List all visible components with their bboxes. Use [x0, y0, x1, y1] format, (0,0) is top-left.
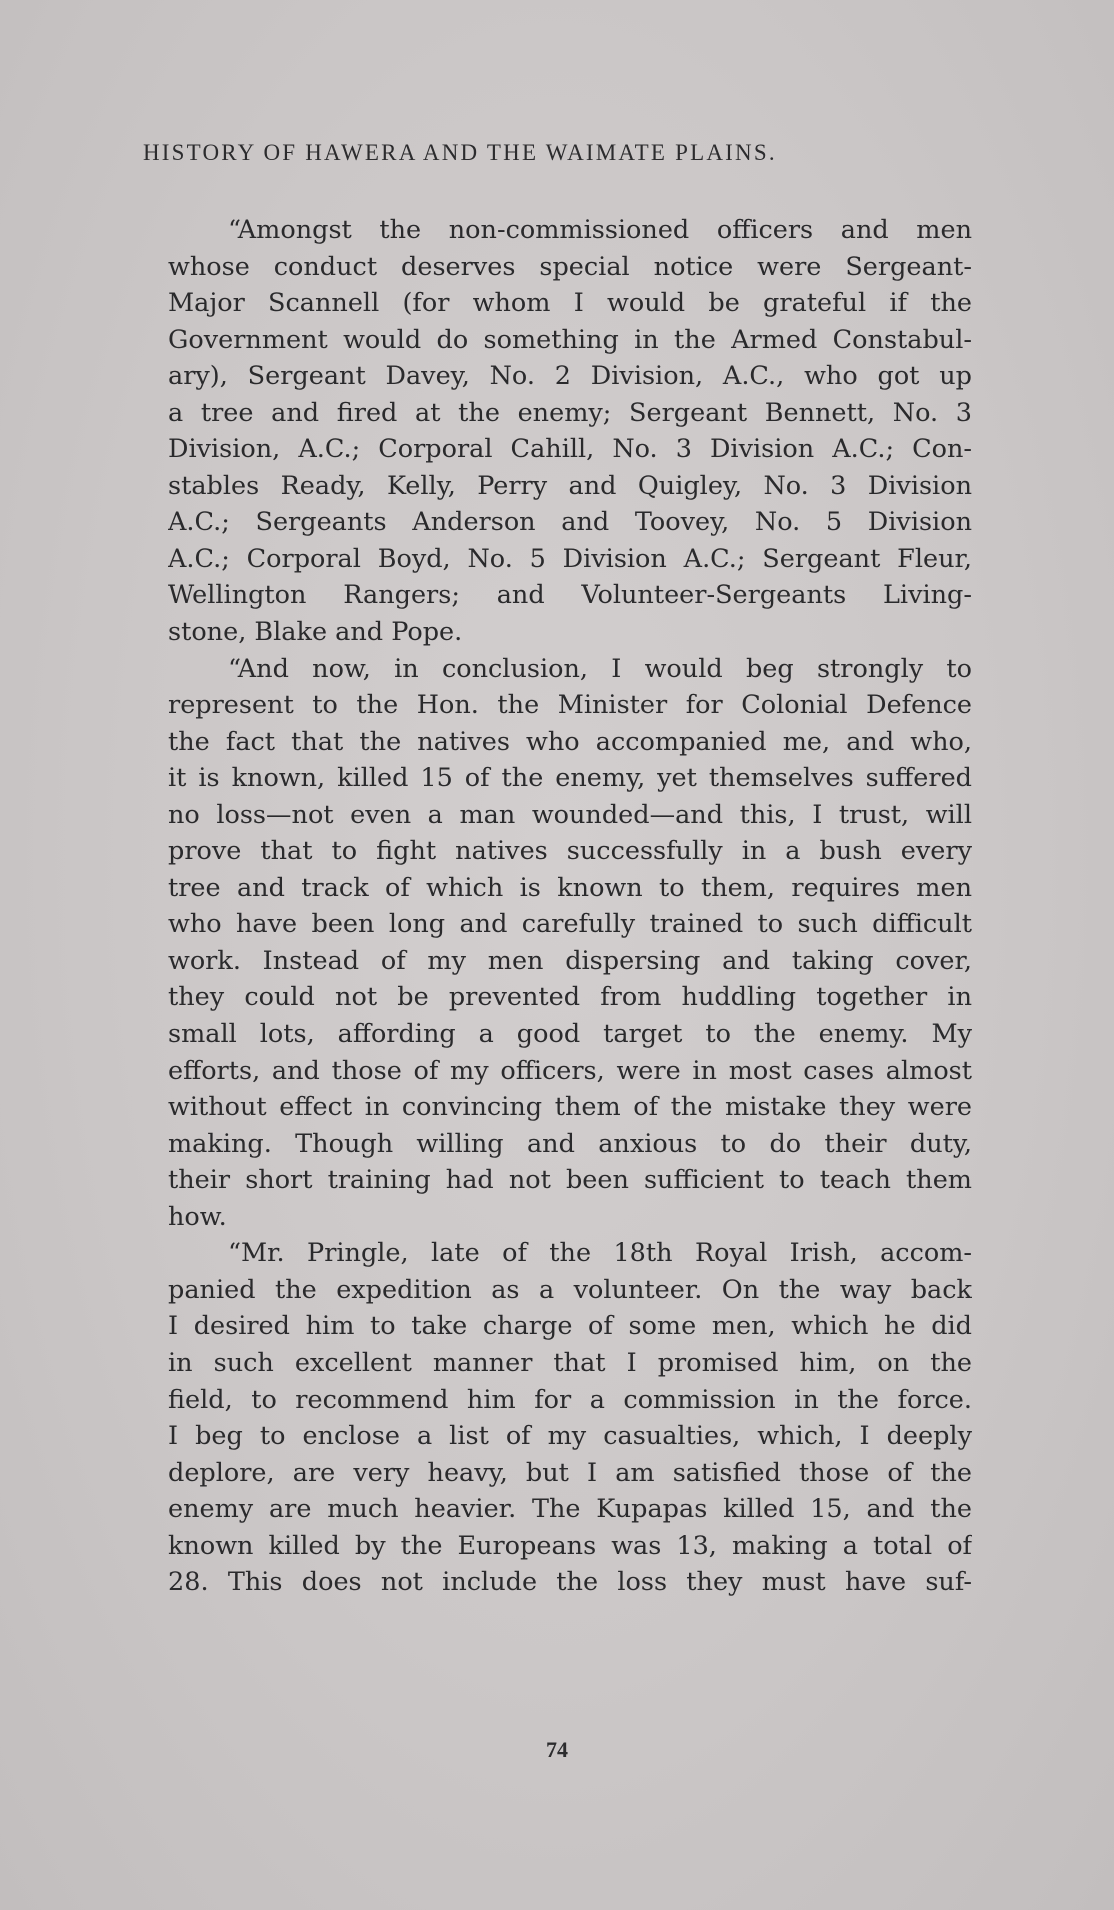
paragraph: [168, 212, 972, 651]
text-line: 28. This does not include the loss they must have suf-: [168, 1567, 972, 1598]
text-line: represent to the Hon. the Minister for Colonial Defence: [168, 690, 972, 721]
text-line: in such excellent manner that I promised him, on the: [168, 1347, 972, 1378]
text-line: the fact that the natives who accompanied me, and who,: [168, 726, 972, 757]
text-line: without effect in convincing them of the mistake they were: [168, 1092, 972, 1123]
text-line: they could not be prevented from huddling together in: [168, 982, 972, 1013]
text-line: it is known, killed 15 of the enemy, yet themselves suffered: [168, 763, 972, 794]
text-line: making. Though willing and anxious to do their duty,: [168, 1128, 972, 1159]
text-line: field, to recommend him for a commission in the force.: [168, 1384, 972, 1415]
text-line: panied the expedition as a volunteer. On the way back: [168, 1274, 972, 1305]
text-line: work. Instead of my men dispersing and taking cover,: [168, 945, 972, 976]
text-line: Major Scannell (for whom I would be grateful if the: [168, 288, 972, 319]
text-line: Government would do something in the Armed Constabul-: [168, 324, 972, 355]
text-line: Division, A.C.; Corporal Cahill, No. 3 Division A.C.; Con-: [168, 434, 972, 465]
text-line: A.C.; Sergeants Anderson and Toovey, No. 5 Division: [168, 507, 972, 538]
running-head: HISTORY OF HAWERA AND THE WAIMATE PLAINS.: [143, 140, 777, 165]
paragraph: [168, 651, 972, 1236]
text-line: efforts, and those of my officers, were in most cases almost: [168, 1055, 972, 1086]
text-line: prove that to fight natives successfully in a bush every: [168, 836, 972, 867]
text-line: A.C.; Corporal Boyd, No. 5 Division A.C.; Sergeant Fleur,: [168, 543, 972, 574]
text-line: stables Ready, Kelly, Perry and Quigley, No. 3 Division: [168, 470, 972, 501]
text-line: their short training had not been sufficient to teach them: [168, 1165, 972, 1196]
text-line: who have been long and carefully trained to such difficult: [168, 909, 972, 940]
text-line: small lots, affording a good target to the enemy. My: [168, 1019, 972, 1050]
text-line: ary), Sergeant Davey, No. 2 Division, A.C., who got up: [168, 361, 972, 392]
text-line: whose conduct deserves special notice were Sergeant-: [168, 251, 972, 282]
text-line: I beg to enclose a list of my casualties, which, I deeply: [168, 1421, 972, 1452]
text-line: deplore, are very heavy, but I am satisfied those of the: [168, 1457, 972, 1488]
page-number: 74: [546, 1737, 568, 1762]
text-line: “Amongst the non-commissioned officers and men: [228, 215, 972, 245]
text-line: enemy are much heavier. The Kupapas killed 15, and the: [168, 1494, 972, 1525]
body-text: [168, 212, 972, 1601]
text-line: known killed by the Europeans was 13, making a total of: [168, 1530, 972, 1561]
paragraph: [168, 1235, 972, 1600]
text-line: “Mr. Pringle, late of the 18th Royal Irish, accom-: [228, 1238, 972, 1269]
text-line: how.: [168, 1201, 227, 1232]
text-line: no loss—not even a man wounded—and this, I trust, will: [168, 799, 972, 830]
text-line: a tree and fired at the enemy; Sergeant Bennett, No. 3: [168, 397, 972, 428]
text-line: “And now, in conclusion, I would beg strongly to: [228, 653, 972, 684]
text-line: tree and track of which is known to them, requires men: [168, 872, 972, 903]
text-line: stone, Blake and Pope.: [168, 617, 463, 648]
text-line: I desired him to take charge of some men, which he did: [168, 1311, 972, 1342]
text-line: Wellington Rangers; and Volunteer-Sergeants Living-: [168, 580, 972, 611]
